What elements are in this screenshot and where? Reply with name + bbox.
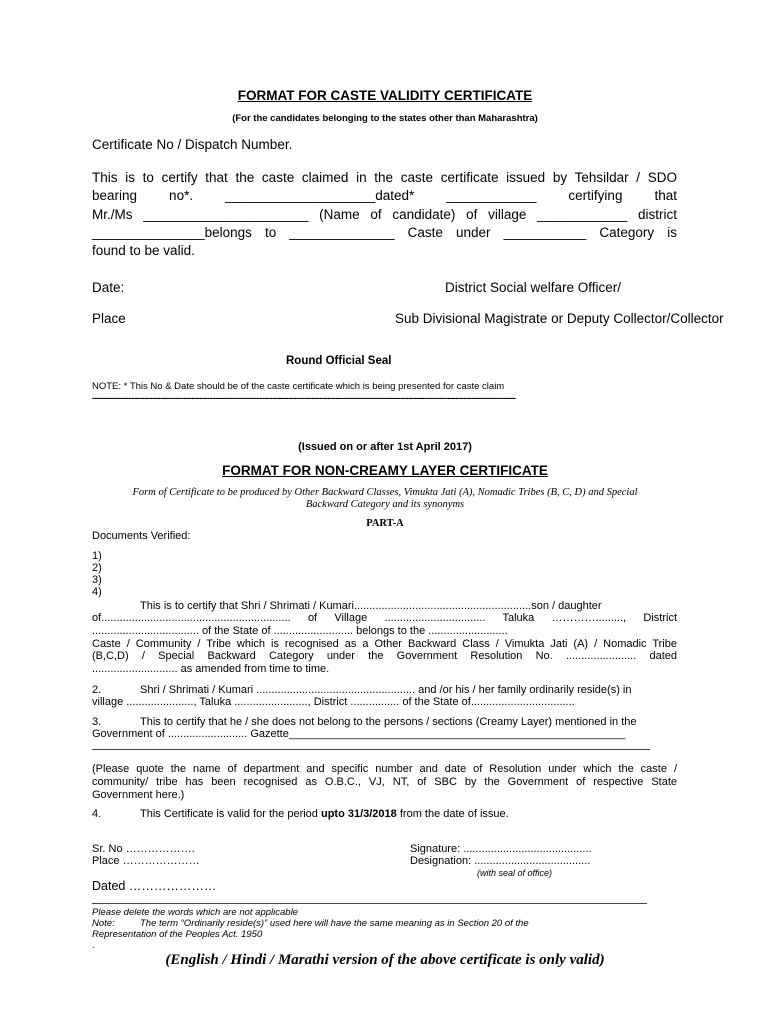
- document-item: 2): [92, 562, 102, 574]
- date-label: Date:: [92, 280, 125, 295]
- footnote-delete-words: Please delete the words which are not applicable: [92, 907, 298, 918]
- para1-line: of.............................................................. of Village ................................. Taluka …………........., District: [92, 612, 677, 624]
- serial-number-field: Sr. No ……………….: [92, 843, 195, 855]
- officer-title-line2: Sub Divisional Magistrate or Deputy Collector/Collector: [395, 311, 724, 326]
- para4-number: 4.: [92, 808, 102, 820]
- para1-line: ................................... of the State of .......................... belongs to the ..........................: [92, 625, 508, 637]
- para1-line: This is to certify that Shri / Shrimati / Kumari..........................................................son / daughter: [140, 600, 602, 612]
- para-line: found to be valid.: [92, 243, 195, 258]
- para2-line: village ......................, Taluka ........................, District ................ of the State of..................................: [92, 696, 575, 708]
- seal-of-office-note: (with seal of office): [477, 868, 553, 878]
- certificate-number-label: Certificate No / Dispatch Number.: [92, 137, 293, 152]
- document-item: 1): [92, 550, 102, 562]
- footnote-dot: .: [92, 940, 95, 951]
- divider-line: [92, 749, 650, 750]
- signature-field: Signature: ..........................................: [410, 843, 592, 855]
- para1-line: ............................ as amended from time to time.: [92, 663, 330, 675]
- footnote-note-label: Note:: [92, 918, 115, 929]
- non-creamy-title: FORMAT FOR NON-CREAMY LAYER CERTIFICATE: [222, 463, 548, 478]
- issued-date-note: (Issued on or after 1st April 2017): [298, 441, 472, 453]
- documents-verified-label: Documents Verified:: [92, 530, 191, 542]
- official-seal-label: Round Official Seal: [286, 355, 392, 367]
- para3-line: This to certify that he / she does not belong to the persons / sections (Creamy Layer) mentioned in the: [140, 716, 637, 728]
- form-description-line1: Form of Certificate to be produced by Other Backward Classes, Vimukta Jati (A), Nomadic Tribes (B, C, D) and Special: [132, 487, 638, 498]
- designation-field: Designation: ......................................: [410, 855, 591, 867]
- document-item: 3): [92, 574, 102, 586]
- para-line: _______________belongs to ______________ Caste under ___________ Category is: [92, 225, 677, 240]
- caste-validity-title: FORMAT FOR CASTE VALIDITY CERTIFICATE: [237, 88, 533, 103]
- form-description-line2: Backward Category and its synonyms: [305, 499, 465, 510]
- para2-line: Shri / Shrimati / Kumari .................................................... and /or his / her family ordinarily reside(s) in: [140, 684, 632, 696]
- document-item: 4): [92, 586, 102, 598]
- language-validity-notice: (English / Hindi / Marathi version of the above certificate is only valid): [165, 952, 605, 968]
- section-separator: ------------------------------------------------------------------------------------------------------------------------------------------------------------------: [92, 393, 516, 404]
- quote-line: (Please quote the name of department and specific number and date of Resolution under which the caste /: [92, 763, 677, 775]
- place-label: Place: [92, 311, 126, 326]
- para3-number: 3.: [92, 716, 102, 728]
- para1-line: (B,C,D) / Special Backward Category under the Government Resolution No. ....................... dated: [92, 650, 677, 662]
- quote-line: community/ tribe has been recognised as O.B.C., VJ, NT, of SBC by the Government of respective State: [92, 776, 677, 788]
- validity-date: upto 31/3/2018: [320, 808, 397, 820]
- para-line: bearing no*. ____________________dated* ____________ certifying that: [92, 188, 677, 203]
- quote-line: Government here.): [92, 789, 185, 801]
- footnote-act-reference: Representation of the Peoples Act. 1950: [92, 929, 263, 940]
- validity-statement: This Certificate is valid for the period upto 31/3/2018 from the date of issue.: [140, 808, 509, 820]
- para2-number: 2.: [92, 684, 102, 696]
- place-field: Place …………………: [92, 855, 200, 867]
- para-line: This is to certify that the caste claimed in the caste certificate issued by Tehsildar / SDO: [92, 170, 677, 185]
- para1-line: Caste / Community / Tribe which is recognised as a Other Backward Class / Vimukta Jati (A) / Nomadic Tribe: [92, 638, 677, 650]
- para-line: Mr./Ms ______________________ (Name of candidate) of village ____________ district: [92, 207, 677, 222]
- footnote-ordinarily-reside: The term “Ordinarily reside(s)” used here will have the same meaning as in Section 20 of the: [140, 918, 529, 929]
- caste-claim-note: NOTE: * This No & Date should be of the caste certificate which is being presented for caste claim: [92, 381, 505, 392]
- caste-validity-subtitle: (For the candidates belonging to the states other than Maharashtra): [232, 113, 538, 124]
- officer-title-line1: District Social welfare Officer/: [445, 280, 622, 295]
- part-a-heading: PART-A: [366, 518, 404, 529]
- footnote-divider: [92, 903, 647, 904]
- para3-line: Government of .......................... Gazette_______________________________________________________: [92, 728, 626, 740]
- dated-field: Dated …………………: [92, 879, 217, 893]
